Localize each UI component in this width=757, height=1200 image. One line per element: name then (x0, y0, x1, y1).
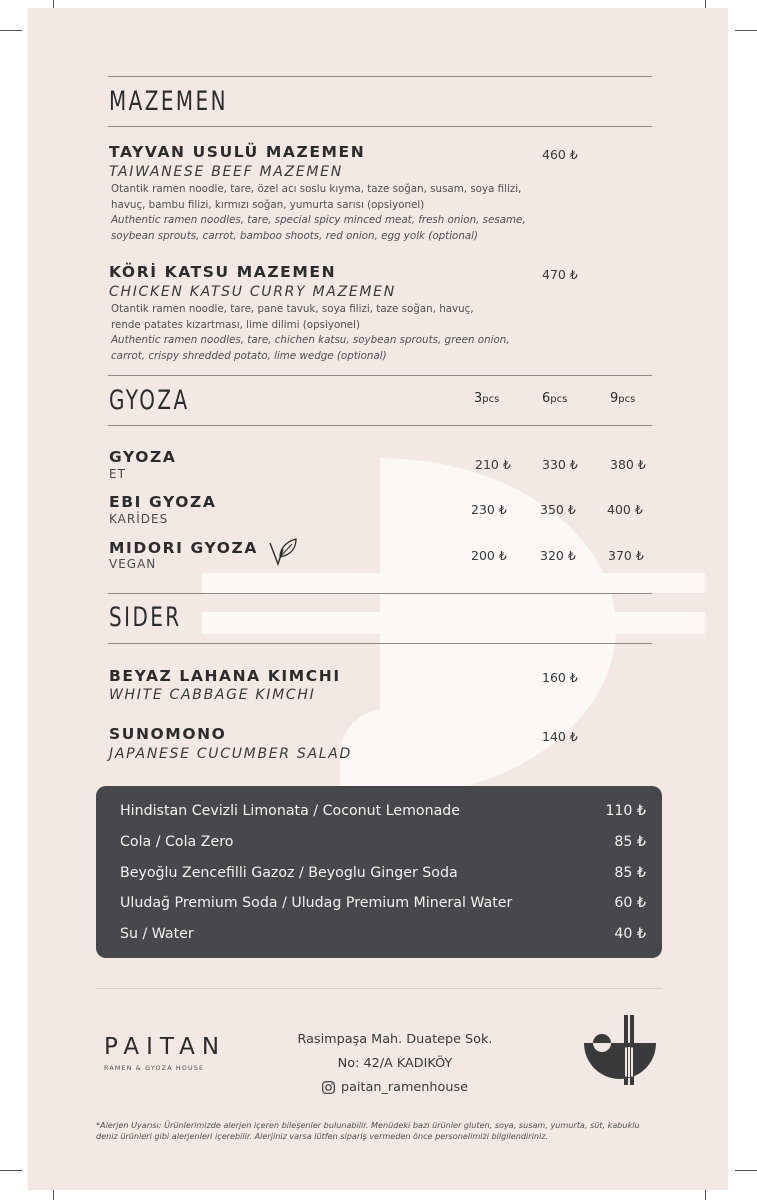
drink-name: Hindistan Cevizli Limonata / Coconut Lemonade (120, 803, 461, 819)
section-title-sider: SIDER (109, 602, 182, 633)
size-header-6pcs: 6pcs (542, 391, 568, 406)
divider (108, 593, 652, 594)
menu-page (28, 8, 728, 1190)
item-subtitle: ET (109, 467, 126, 481)
divider (108, 425, 652, 426)
vegan-leaf-icon (268, 537, 298, 567)
item-name: MIDORI GYOZA (109, 539, 258, 557)
item-name-en: CHICKEN KATSU CURRY MAZEMEN (109, 284, 396, 300)
price-6pcs: 330 ₺ (542, 457, 578, 472)
address-line: No: 42/A KADIKÖY (337, 1056, 453, 1071)
item-name: GYOZA (109, 448, 177, 466)
price-9pcs: 380 ₺ (610, 457, 646, 472)
item-price: 470 ₺ (542, 267, 578, 282)
drink-price: 85 ₺ (614, 865, 646, 881)
item-name-en: JAPANESE CUCUMBER SALAD (109, 746, 353, 762)
allergen-warning: *Alerjen Uyarısı: Ürünlerimizde alerjen içeren bileşenler bulunabilir. Menüdeki bazı ürünler gluten, soya, susam, yumurta, süt, kabuklu deniz ürünleri gibi alerjenleri içerebilir. Alerjiniz varsa lütfen sipariş vermeden önce personelimizi bilgilendiriniz. (96, 1120, 640, 1141)
drink-row (120, 926, 646, 946)
bowl-chopsticks-logo-icon (582, 1013, 658, 1088)
divider (108, 375, 652, 376)
price-6pcs: 320 ₺ (540, 548, 576, 563)
drinks-panel (96, 786, 662, 958)
price-6pcs: 350 ₺ (540, 502, 576, 517)
drink-name: Cola / Cola Zero (120, 834, 234, 850)
divider (96, 988, 662, 989)
section-title-mazemen: MAZEMEN (109, 86, 228, 117)
price-3pcs: 210 ₺ (475, 457, 511, 472)
crop-mark (735, 1170, 757, 1171)
drink-name: Uludağ Premium Soda / Uludag Premium Mineral Water (120, 895, 513, 911)
item-price: 140 ₺ (542, 729, 578, 744)
price-9pcs: 400 ₺ (607, 502, 643, 517)
item-name: TAYVAN USULÜ MAZEMEN (109, 143, 366, 161)
drink-price: 60 ₺ (614, 895, 646, 911)
divider (108, 76, 652, 77)
drink-name: Beyoğlu Zencefilli Gazoz / Beyoglu Ginger Soda (120, 865, 458, 881)
crop-mark (0, 1170, 22, 1171)
drink-row (120, 834, 646, 854)
address-line: Rasimpaşa Mah. Duatepe Sok. (297, 1032, 493, 1047)
price-3pcs: 230 ₺ (471, 502, 507, 517)
brand-name: PAITAN (104, 1034, 227, 1060)
instagram-icon (322, 1081, 335, 1094)
crop-mark (0, 30, 22, 31)
section-title-gyoza: GYOZA (109, 385, 190, 416)
drink-price: 85 ₺ (614, 834, 646, 850)
item-subtitle: KARİDES (109, 512, 169, 526)
brand-tagline: RAMEN & GYOZA HOUSE (104, 1065, 205, 1072)
item-name: SUNOMONO (109, 725, 227, 743)
price-9pcs: 370 ₺ (608, 548, 644, 563)
drink-row (120, 865, 646, 885)
crop-mark (735, 30, 757, 31)
item-description: Otantik ramen noodle, tare, pane tavuk, soya filizi, taze soğan, havuç, rende patates kızartması, lime dilimi (opsiyonel) Authentic ramen noodles, tare, chichen katsu, soybean sprouts, green onion, carrot, crispy shredded potato, lime wedge (optional) (111, 303, 510, 362)
item-subtitle: VEGAN (109, 557, 157, 571)
item-price: 160 ₺ (542, 670, 578, 685)
item-price: 460 ₺ (542, 147, 578, 162)
divider (108, 643, 652, 644)
item-description: Otantik ramen noodle, tare, özel acı soslu kıyma, taze soğan, susam, soya filizi, havuç, bambu filizi, kırmızı soğan, yumurta sarısı (opsiyonel) Authentic ramen noodles, tare, special spicy minced meat, fresh onion, sesame, soybean sprouts, carrot, bamboo shoots, red onion, egg yolk (optional) (111, 183, 526, 242)
item-name-en: WHITE CABBAGE KIMCHI (109, 687, 316, 703)
drink-name: Su / Water (120, 926, 194, 942)
drink-price: 110 ₺ (605, 803, 646, 819)
item-name: EBI GYOZA (109, 493, 217, 511)
drink-price: 40 ₺ (614, 926, 646, 942)
price-3pcs: 200 ₺ (471, 548, 507, 563)
item-name: BEYAZ LAHANA KIMCHI (109, 667, 341, 685)
drink-row (120, 803, 646, 823)
drink-row (120, 895, 646, 915)
divider (108, 126, 652, 127)
item-name: KÖRİ KATSU MAZEMEN (109, 263, 337, 281)
item-name-en: TAIWANESE BEEF MAZEMEN (109, 164, 343, 180)
size-header-9pcs: 9pcs (610, 391, 636, 406)
address-block (290, 1032, 500, 1095)
instagram-handle[interactable]: paitan_ramenhouse (290, 1080, 500, 1095)
size-header-3pcs: 3pcs (474, 391, 500, 406)
